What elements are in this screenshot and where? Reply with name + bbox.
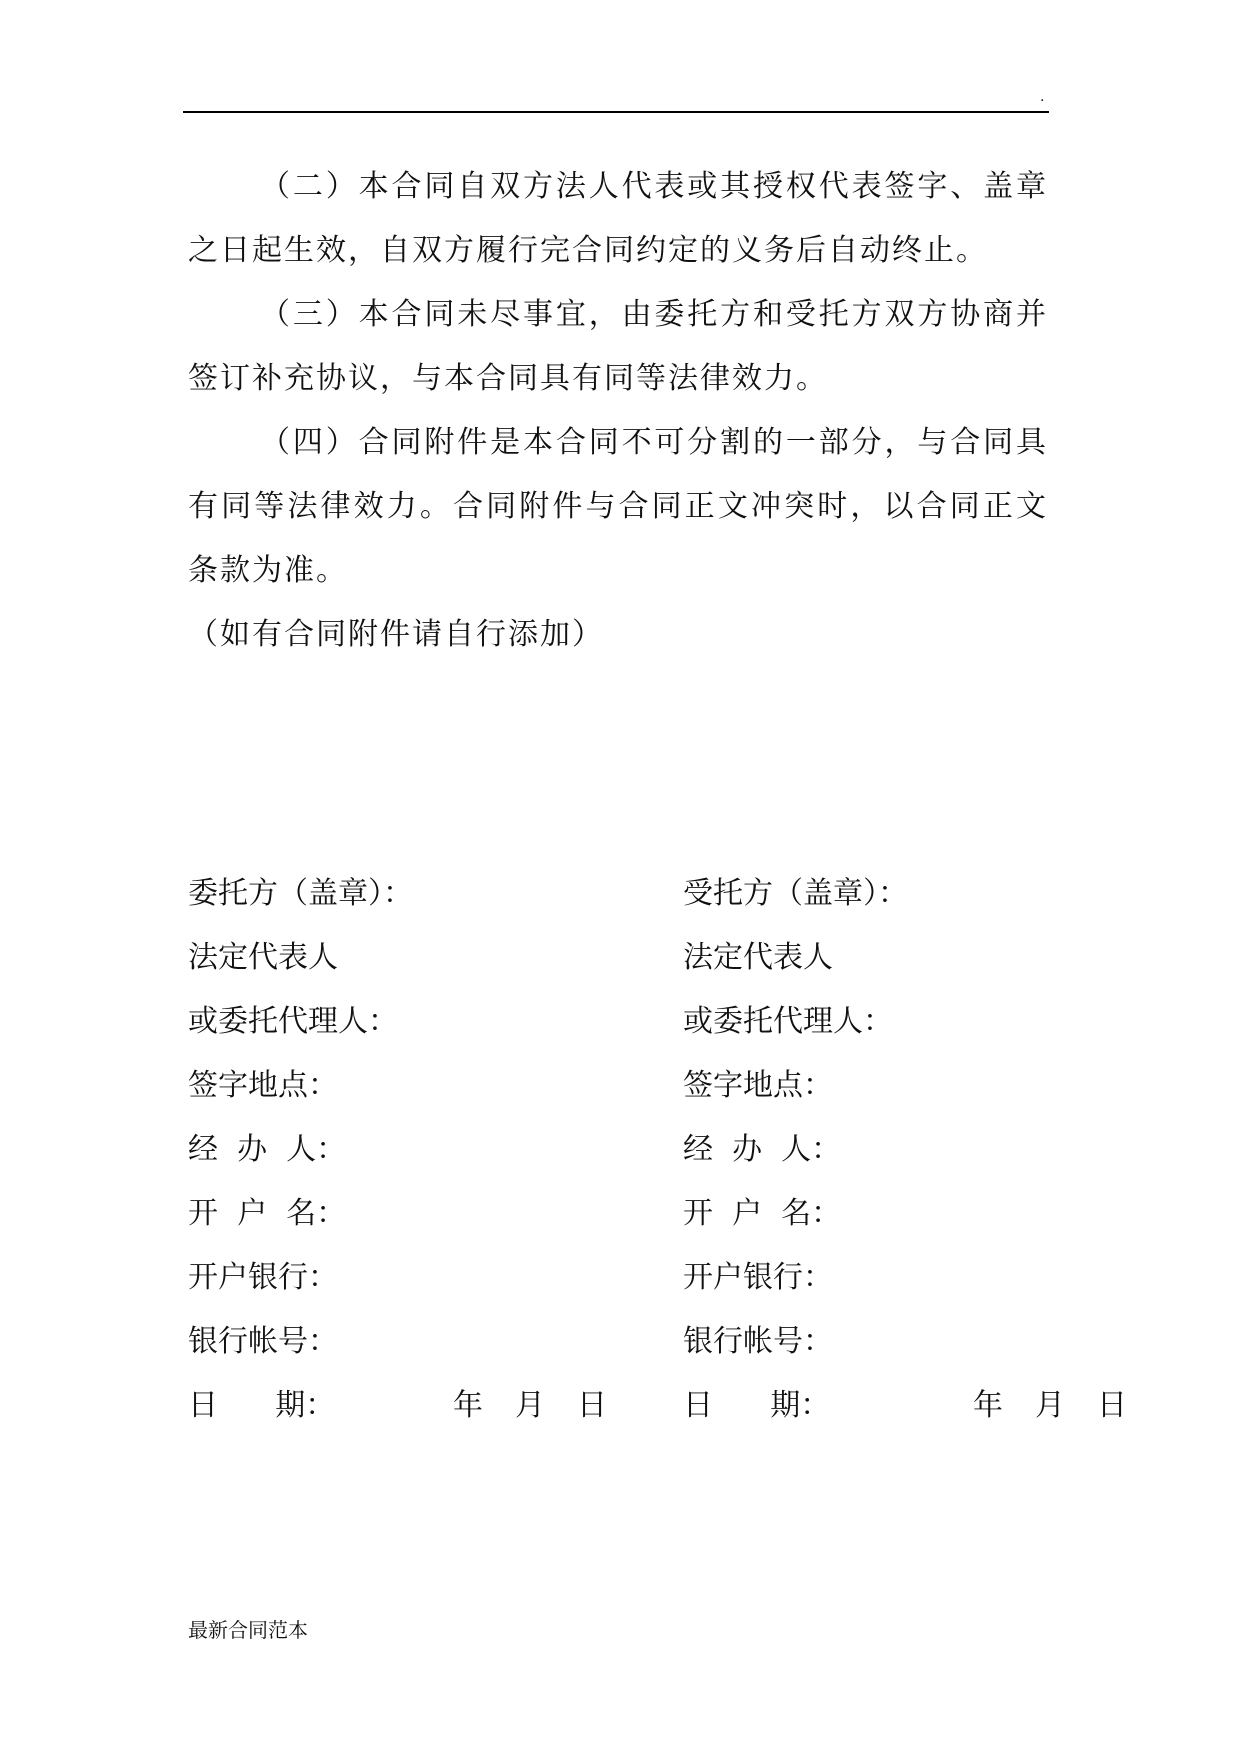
contract-body — [188, 155, 1048, 667]
client-date-fields — [453, 1374, 607, 1438]
attachment-note: （如有合同附件请自行添加） — [188, 617, 604, 652]
client-handler: 经 办 人： — [188, 1132, 347, 1167]
contractor-date-month: 月 — [1035, 1388, 1065, 1423]
contractor-account-name: 开 户 名： — [683, 1196, 842, 1231]
client-bank: 开户银行： — [188, 1260, 338, 1295]
contractor-date-label: 日 期： — [683, 1388, 831, 1423]
contractor-date-day: 日 — [1097, 1388, 1127, 1423]
contractor-account-no: 银行帐号： — [683, 1324, 833, 1359]
client-date-month: 月 — [515, 1388, 545, 1423]
client-date-year: 年 — [453, 1388, 483, 1423]
client-signature-block — [188, 862, 728, 1438]
contractor-signature-block — [683, 862, 1223, 1438]
client-date-label: 日 期： — [188, 1388, 336, 1423]
client-agent: 或委托代理人： — [188, 1004, 398, 1039]
contractor-sign-place: 签字地点： — [683, 1068, 833, 1103]
client-account-no: 银行帐号： — [188, 1324, 338, 1359]
header-dot: . — [1040, 89, 1045, 105]
footer-text: 最新合同范本 — [188, 1618, 308, 1642]
client-account-name: 开 户 名： — [188, 1196, 347, 1231]
client-legal-rep: 法定代表人 — [188, 940, 338, 975]
contractor-legal-rep: 法定代表人 — [683, 940, 833, 975]
contractor-date-fields — [973, 1374, 1127, 1438]
clause-3: （三）本合同未尽事宜，由委托方和受托方双方协商并签订补充协议，与本合同具有同等法律效力。 — [188, 297, 1048, 396]
clause-4: （四）合同附件是本合同不可分割的一部分，与合同具有同等法律效力。合同附件与合同正文冲突时，以合同正文条款为准。 — [188, 425, 1048, 588]
client-date-day: 日 — [577, 1388, 607, 1423]
contractor-handler: 经 办 人： — [683, 1132, 842, 1167]
client-party: 委托方（盖章）： — [188, 876, 413, 911]
client-date-row — [188, 1374, 728, 1438]
contractor-agent: 或委托代理人： — [683, 1004, 893, 1039]
clause-2: （二）本合同自双方法人代表或其授权代表签字、盖章之日起生效，自双方履行完合同约定的义务后自动终止。 — [188, 169, 1048, 268]
contractor-date-row — [683, 1374, 1223, 1438]
client-sign-place: 签字地点： — [188, 1068, 338, 1103]
header-rule — [183, 111, 1049, 113]
contractor-bank: 开户银行： — [683, 1260, 833, 1295]
contractor-date-year: 年 — [973, 1388, 1003, 1423]
contractor-party: 受托方（盖章）： — [683, 876, 908, 911]
